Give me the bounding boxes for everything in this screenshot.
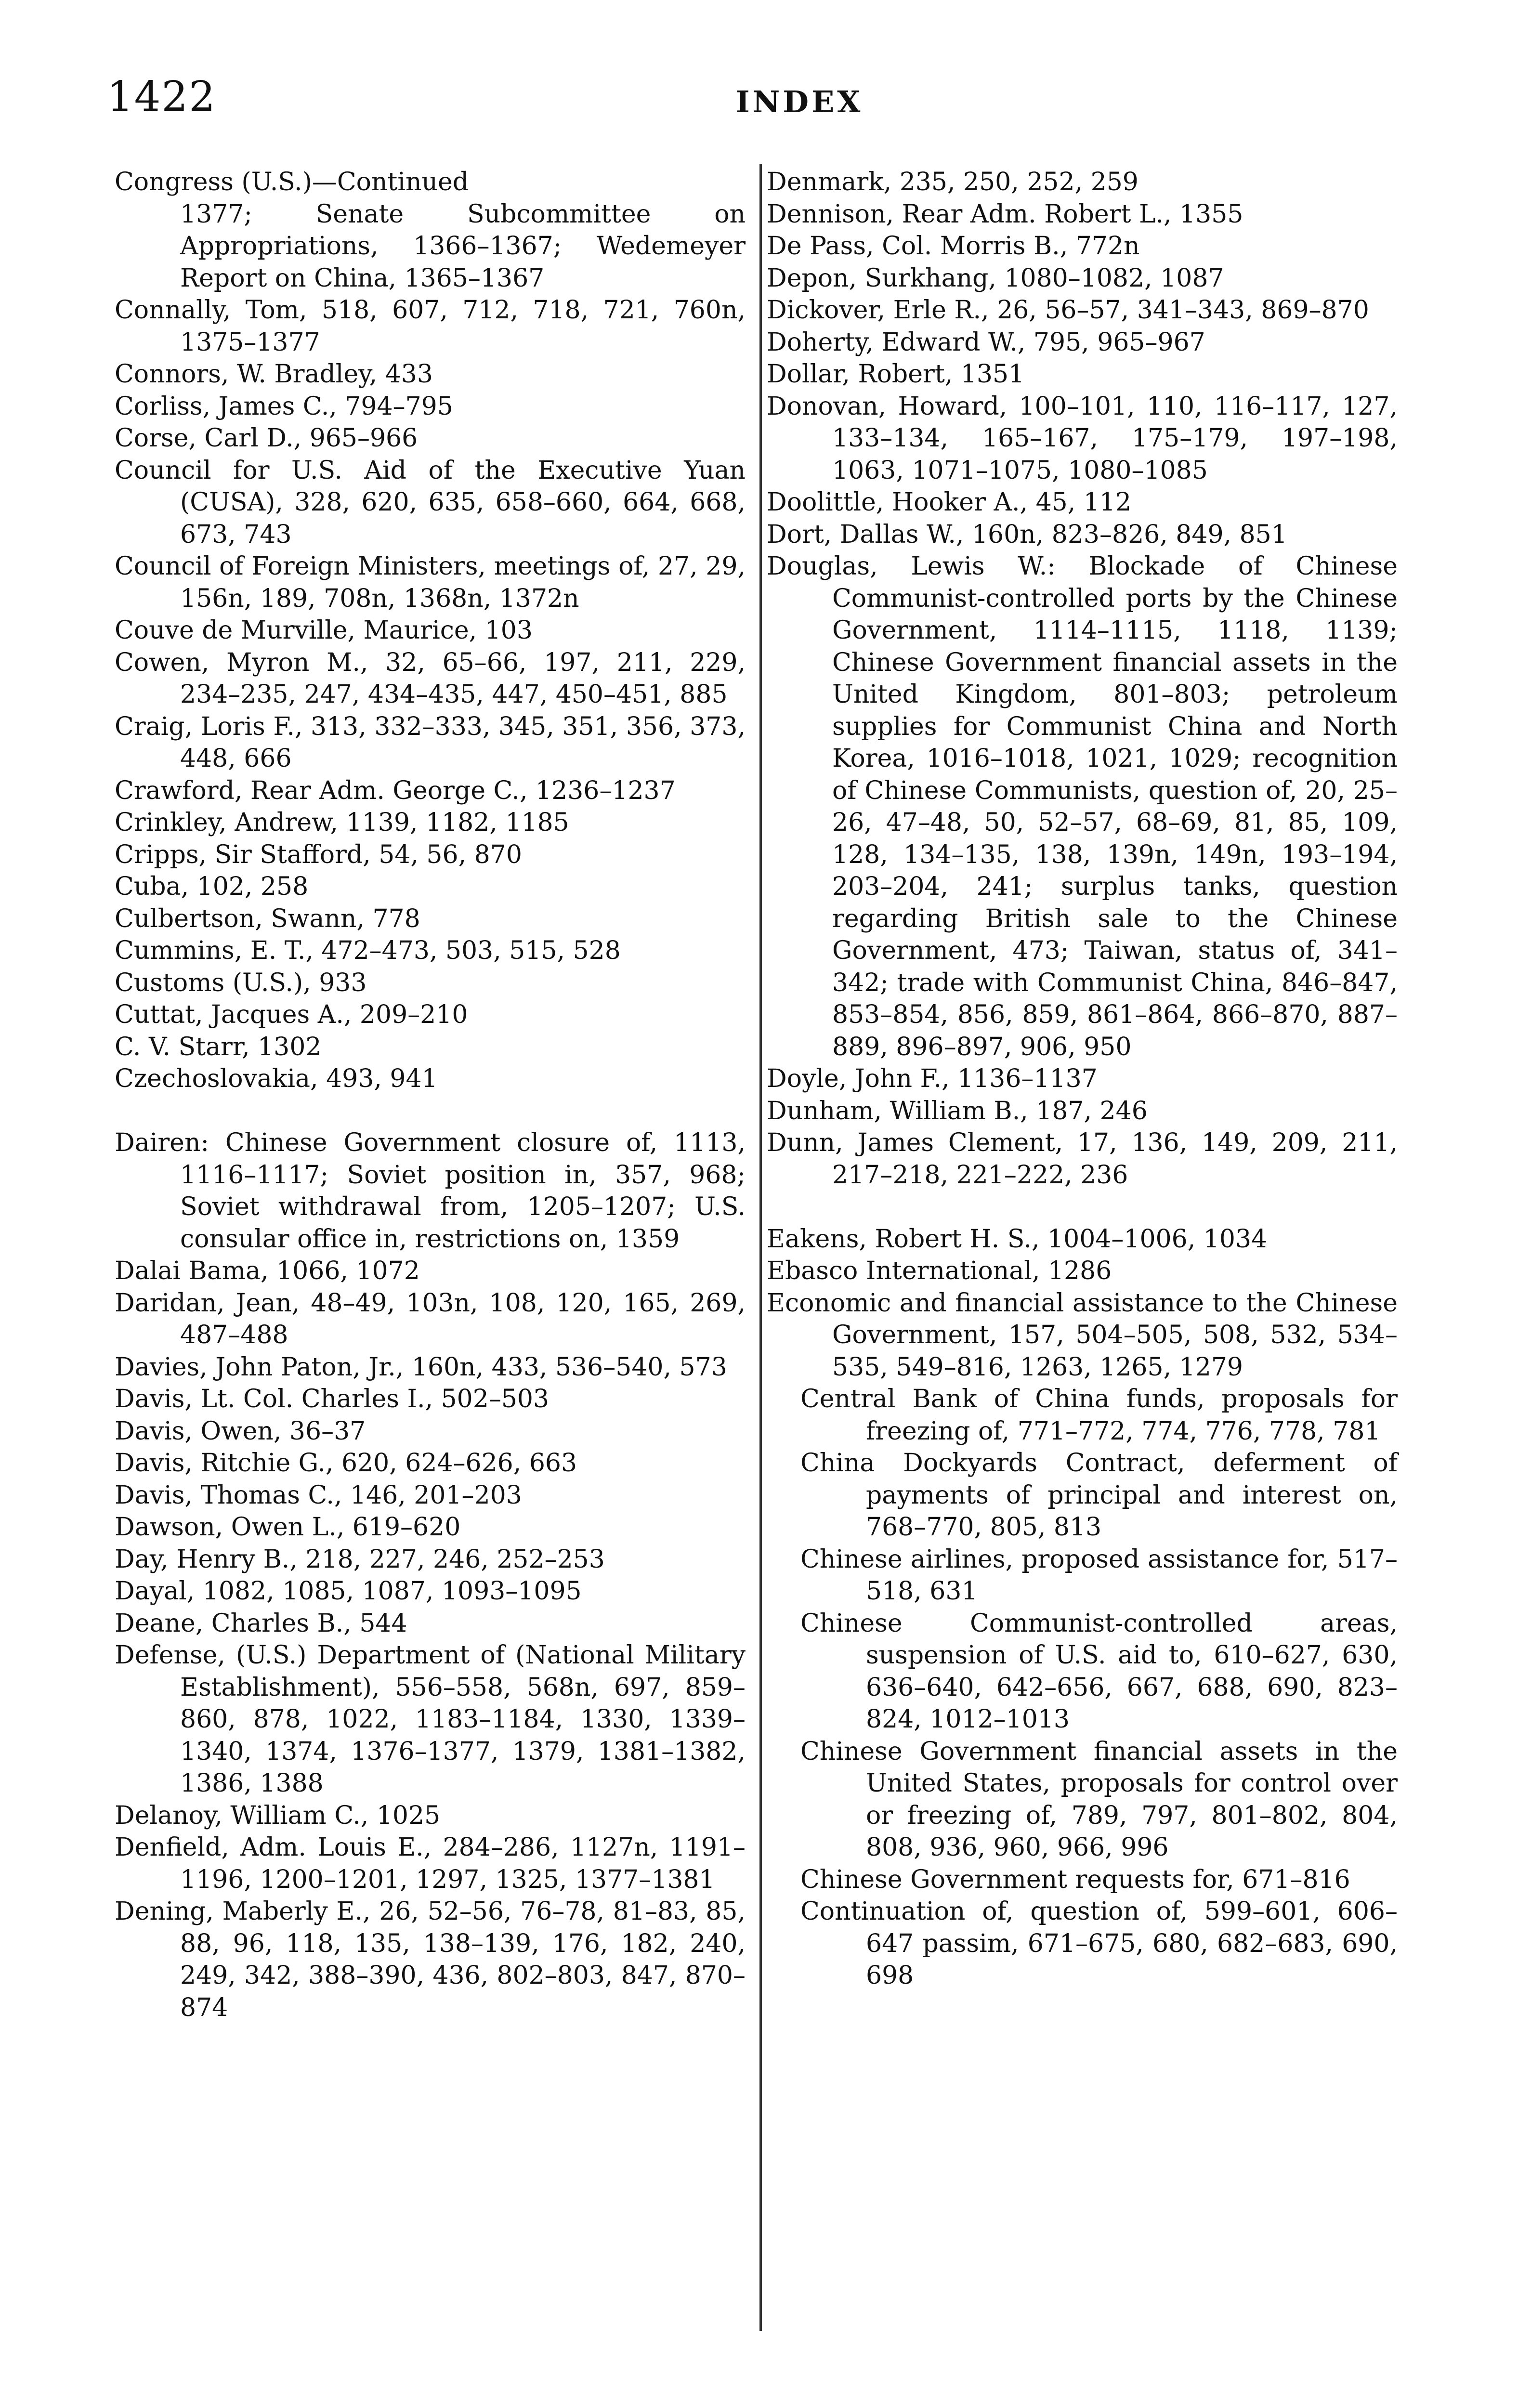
index-entry: Dunn, James Clement, 17, 136, 149, 209, 211, 217–218, 221–222, 236 xyxy=(767,1128,1398,1190)
index-entry: Craig, Loris F., 313, 332–333, 345, 351, 356, 373, 448, 666 xyxy=(115,712,746,773)
page-header xyxy=(0,0,1518,154)
index-entry: Depon, Surkhang, 1080–1082, 1087 xyxy=(767,263,1224,293)
index-entry: Council for U.S. Aid of the Executive Yuan (CUSA), 328, 620, 635, 658–660, 664, 668, 673, 743 xyxy=(115,456,746,549)
index-entry: 1377; Senate Subcommittee on Appropriations, 1366–1367; Wedemeyer Report on China, 1365–1367 xyxy=(180,199,746,293)
index-entry: Delanoy, William C., 1025 xyxy=(115,1801,441,1830)
index-entry: Defense, (U.S.) Department of (National Military Establishment), 556–558, 568n, 697, 859–860, 878, 1022, 1183–1184, 1330, 1339–1340, 1374, 1376–1377, 1379, 1381–1382, 1386, 1388 xyxy=(115,1641,746,1798)
index-subentry: Chinese Government financial assets in the United States, proposals for control over or freezing of, 789, 797, 801–802, 804, 808, 936, 960, 966, 996 xyxy=(800,1737,1398,1862)
index-column-right xyxy=(767,166,1398,1992)
index-subentry: Continuation of, question of, 599–601, 606–647 passim, 671–675, 680, 682–683, 690, 698 xyxy=(800,1897,1398,1990)
index-entry: C. V. Starr, 1302 xyxy=(115,1032,322,1061)
index-entry: Connors, W. Bradley, 433 xyxy=(115,360,433,389)
index-entry: Dawson, Owen L., 619–620 xyxy=(115,1513,461,1542)
index-entry: Crawford, Rear Adm. George C., 1236–1237 xyxy=(115,776,676,805)
index-entry: Customs (U.S.), 933 xyxy=(115,968,367,997)
index-entry: Davis, Ritchie G., 620, 624–626, 663 xyxy=(115,1449,577,1478)
index-entry: Cripps, Sir Stafford, 54, 56, 870 xyxy=(115,840,522,869)
index-entry: Doolittle, Hooker A., 45, 112 xyxy=(767,488,1132,517)
index-entry: Culbertson, Swann, 778 xyxy=(115,904,420,933)
index-entry: Denfield, Adm. Louis E., 284–286, 1127n, 1191–1196, 1200–1201, 1297, 1325, 1377–1381 xyxy=(115,1833,746,1894)
index-entry: Corliss, James C., 794–795 xyxy=(115,392,453,421)
index-entry: Daridan, Jean, 48–49, 103n, 108, 120, 165, 269, 487–488 xyxy=(115,1288,746,1349)
index-subentry: China Dockyards Contract, deferment of payments of principal and interest on, 768–770, 805, 813 xyxy=(800,1449,1398,1542)
index-entry: Crinkley, Andrew, 1139, 1182, 1185 xyxy=(115,808,569,837)
index-entry: Doyle, John F., 1136–1137 xyxy=(767,1064,1098,1093)
column-divider xyxy=(759,164,762,2331)
index-subentry: Central Bank of China funds, proposals for freezing of, 771–772, 774, 776, 778, 781 xyxy=(800,1385,1398,1446)
index-entry: De Pass, Col. Morris B., 772n xyxy=(767,232,1140,261)
index-entry: Davis, Thomas C., 146, 201–203 xyxy=(115,1480,522,1510)
index-entry: Deane, Charles B., 544 xyxy=(115,1609,407,1638)
index-entry: Cuba, 102, 258 xyxy=(115,872,309,901)
index-entry: Cummins, E. T., 472–473, 503, 515, 528 xyxy=(115,936,621,965)
index-entry: Corse, Carl D., 965–966 xyxy=(115,424,418,453)
index-entry: Dalai Bama, 1066, 1072 xyxy=(115,1256,420,1285)
index-entry: Council of Foreign Ministers, meetings of, 27, 29, 156n, 189, 708n, 1368n, 1372n xyxy=(115,552,746,613)
index-entry: Denmark, 235, 250, 252, 259 xyxy=(767,168,1138,196)
index-entry: Cowen, Myron M., 32, 65–66, 197, 211, 229, 234–235, 247, 434–435, 447, 450–451, 885 xyxy=(115,648,746,709)
index-entry: Dollar, Robert, 1351 xyxy=(767,360,1025,389)
index-entry: Davis, Lt. Col. Charles I., 502–503 xyxy=(115,1385,550,1413)
index-entry: Dening, Maberly E., 26, 52–56, 76–78, 81–83, 85, 88, 96, 118, 135, 138–139, 176, 182, 240, 249, 342, 388–390, 436, 802–803, 847, 870–874 xyxy=(115,1897,746,2022)
index-subentry: Chinese Government requests for, 671–816 xyxy=(800,1865,1350,1894)
index-entry: Economic and financial assistance to the Chinese Government, 157, 504–505, 508, 532, 534–535, 549–816, 1263, 1265, 1279 xyxy=(767,1288,1398,1382)
index-entry: Dunham, William B., 187, 246 xyxy=(767,1096,1148,1125)
index-entry: Cuttat, Jacques A., 209–210 xyxy=(115,1000,468,1029)
index-entry: Douglas, Lewis W.: Blockade of Chinese Communist-controlled ports by the Chinese Government, 1114–1115, 1118, 1139; Chinese Government financial assets in the United Kingdom, 801–803; petroleum supplies for Communist China and North Korea, 1016–1018, 1021, 1029; recognition of Chinese Communists, question of, 20, 25–26, 47–48, 50, 52–57, 68–69, 81, 85, 109, 128, 134–135, 138, 139n, 149n, 193–194, 203–204, 241; surplus tanks, question regarding British sale to the Chinese Government, 473; Taiwan, status of, 341–342; trade with Communist China, 846–847, 853–854, 856, 859, 861–864, 866–870, 887–889, 896–897, 906, 950 xyxy=(767,552,1398,1061)
index-subentry: Chinese airlines, proposed assistance for, 517–518, 631 xyxy=(800,1544,1398,1606)
index-entry: Ebasco International, 1286 xyxy=(767,1256,1112,1285)
index-entry: Dairen: Chinese Government closure of, 1113, 1116–1117; Soviet position in, 357, 968; Soviet withdrawal from, 1205–1207; U.S. consular office in, restrictions on, 1359 xyxy=(115,1128,746,1254)
index-entry: Day, Henry B., 218, 227, 246, 252–253 xyxy=(115,1544,605,1574)
index-column-left xyxy=(115,166,746,2024)
index-subentry: Chinese Communist-controlled areas, suspension of U.S. aid to, 610–627, 630, 636–640, 642–656, 667, 688, 690, 823–824, 1012–1013 xyxy=(800,1609,1398,1734)
index-entry: Dort, Dallas W., 160n, 823–826, 849, 851 xyxy=(767,520,1287,549)
index-entry: Eakens, Robert H. S., 1004–1006, 1034 xyxy=(767,1224,1268,1254)
letter-section-gap xyxy=(767,1191,1398,1223)
running-head: INDEX xyxy=(735,84,864,119)
index-entry: Doherty, Edward W., 795, 965–967 xyxy=(767,327,1205,357)
letter-section-gap xyxy=(115,1095,746,1127)
index-entry: Donovan, Howard, 100–101, 110, 116–117, 127, 133–134, 165–167, 175–179, 197–198, 1063, 1071–1075, 1080–1085 xyxy=(767,392,1398,485)
page-number: 1422 xyxy=(107,73,216,121)
index-entry: Czechoslovakia, 493, 941 xyxy=(115,1064,438,1093)
index-entry: Congress (U.S.)—Continued xyxy=(115,168,469,196)
index-entry: Dennison, Rear Adm. Robert L., 1355 xyxy=(767,199,1243,229)
index-entry: Davies, John Paton, Jr., 160n, 433, 536–540, 573 xyxy=(115,1352,727,1382)
index-entry: Dickover, Erle R., 26, 56–57, 341–343, 869–870 xyxy=(767,296,1369,325)
index-entry: Connally, Tom, 518, 607, 712, 718, 721, 760n, 1375–1377 xyxy=(115,296,746,357)
index-entry: Couve de Murville, Maurice, 103 xyxy=(115,616,533,645)
index-entry: Dayal, 1082, 1085, 1087, 1093–1095 xyxy=(115,1577,582,1606)
index-entry: Davis, Owen, 36–37 xyxy=(115,1416,366,1446)
